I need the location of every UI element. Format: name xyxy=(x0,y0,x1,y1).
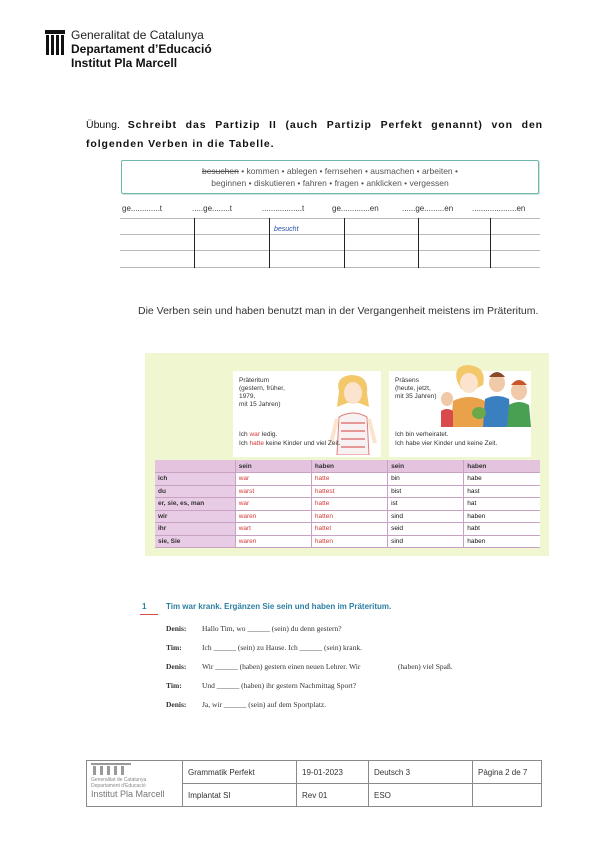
haben-praesens-cell: habe xyxy=(464,473,540,486)
dialogue-line xyxy=(166,624,342,633)
grid-divider xyxy=(194,218,195,268)
praeteritum-example-1 xyxy=(239,431,277,439)
conjugation-header-cell xyxy=(155,460,235,473)
pronoun-cell: sie, Sie xyxy=(155,535,235,548)
sein-praeteritum-cell: warst xyxy=(235,485,311,498)
haben-praesens-cell: hat xyxy=(464,498,540,511)
footer-logo-generalitat: Generalitat de Catalunya xyxy=(91,777,147,783)
sein-praeteritum-cell: war xyxy=(235,473,311,486)
footer-revision: Rev 01 xyxy=(297,784,369,807)
dialogue-line xyxy=(166,681,356,690)
footer-school: Implantat SI xyxy=(183,784,297,807)
conjugation-header-cell: sein xyxy=(388,460,464,473)
verb-list-line-1 xyxy=(122,165,538,177)
exercise-title: Tim war krank. Ergänzen Sie sein und haben im Präteritum. xyxy=(166,602,392,611)
grid-header-cell: ..................t xyxy=(262,204,305,213)
dialogue-text: Wir ______ (haben) gestern einen neuen Lehrer. Wir (haben) viel Spaß. xyxy=(202,662,453,671)
haben-praeteritum-cell: hatten xyxy=(311,510,387,523)
example-text: Ich xyxy=(239,440,250,447)
praeteritum-example-2 xyxy=(239,440,341,448)
grid-header-cell: ge.............en xyxy=(332,204,379,213)
conjugation-row xyxy=(155,523,540,536)
footer-logo-icon xyxy=(91,763,131,775)
participle-grid xyxy=(120,200,540,233)
instruction-prefix: Übung. xyxy=(86,119,120,131)
haben-praeteritum-cell: hattet xyxy=(311,523,387,536)
haben-praeteritum-cell: hatte xyxy=(311,473,387,486)
grid-header-cell: ......ge.........en xyxy=(402,204,454,213)
footer-logo-cell xyxy=(87,761,183,807)
sein-praeteritum-cell: war xyxy=(235,498,311,511)
sein-praesens-cell: sind xyxy=(388,535,464,548)
dialogue-line xyxy=(166,662,453,671)
footer-table xyxy=(86,760,542,807)
example-verb: hatte xyxy=(249,440,264,447)
haben-praesens-cell: haben xyxy=(464,535,540,548)
sein-praesens-cell: seid xyxy=(388,523,464,536)
dialogue-speaker: Tim: xyxy=(166,643,182,652)
exercise-number-underline xyxy=(140,614,158,615)
exercise-number: 1 xyxy=(142,602,147,611)
dialogue-speaker: Tim: xyxy=(166,681,182,690)
dialogue-text: Ja, wir ______ (sein) auf dem Sportplatz. xyxy=(202,700,327,709)
praesens-card-title: Präsens (heute, jetzt, mit 35 Jahren) xyxy=(395,377,437,400)
haben-praeteritum-cell: hattest xyxy=(311,485,387,498)
example-text: ledig. xyxy=(259,431,278,438)
conjugation-row xyxy=(155,498,540,511)
pronoun-cell: ich xyxy=(155,473,235,486)
info-sentence: Die Verben sein und haben benutzt man in der Vergangenheit meistens im Präteritum. xyxy=(138,305,539,317)
sein-praesens-cell: bist xyxy=(388,485,464,498)
haben-praeteritum-cell: hatten xyxy=(311,535,387,548)
example-text: keine Kinder und viel Zeit. xyxy=(263,440,341,447)
footer-date: 19-01-2023 xyxy=(297,761,369,784)
pronoun-cell: wir xyxy=(155,510,235,523)
dialogue-speaker: Denis: xyxy=(166,700,187,709)
pronoun-cell: ihr xyxy=(155,523,235,536)
sein-praeteritum-cell: wart xyxy=(235,523,311,536)
header-generalitat: Generalitat de Catalunya xyxy=(71,28,204,42)
grid-line xyxy=(120,250,540,251)
dialogue-line xyxy=(166,643,362,652)
example-text: Ich xyxy=(239,431,250,438)
footer-subject: Grammatik Perfekt xyxy=(183,761,297,784)
haben-praesens-cell: haben xyxy=(464,510,540,523)
grid-divider xyxy=(418,218,419,268)
footer-course: Deutsch 3 xyxy=(369,761,473,784)
instruction-text: Schreibt das Partizip II (auch Partizip Perfekt genannt) von den folgenden Verben in die Tabelle. xyxy=(86,119,543,150)
sein-praeteritum-cell: waren xyxy=(235,510,311,523)
footer-empty xyxy=(473,784,542,807)
sein-praesens-cell: sind xyxy=(388,510,464,523)
conjugation-row xyxy=(155,473,540,486)
grid-example-answer: besucht xyxy=(274,226,299,233)
dialogue-line xyxy=(166,700,326,709)
conjugation-header-row xyxy=(155,460,540,473)
footer-page: Pàgina 2 de 7 xyxy=(473,761,542,784)
conjugation-header-cell: haben xyxy=(464,460,540,473)
praesens-card xyxy=(389,371,531,457)
grid-header-cell: ge.............t xyxy=(122,204,163,213)
exercise-instruction xyxy=(86,116,543,154)
dialogue-speaker: Denis: xyxy=(166,624,187,633)
grid-header-cell: ....................en xyxy=(472,204,526,213)
dialogue-speaker: Denis: xyxy=(166,662,187,671)
header xyxy=(71,28,212,70)
conjugation-row xyxy=(155,535,540,548)
pronoun-cell: er, sie, es, man xyxy=(155,498,235,511)
verb-list-box xyxy=(121,160,539,194)
praeteritum-card xyxy=(233,371,381,457)
praeteritum-card-title: Präteritum (gestern, früher, 1979, mit 15 Jahren) xyxy=(239,377,285,408)
dialogue-text: Ich ______ (sein) zu Hause. Ich ______ (sein) krank. xyxy=(202,643,362,652)
praesens-example-1: Ich bin verheiratet. xyxy=(395,431,449,438)
dialogue-text: Hallo Tim, wo ______ (sein) du denn gestern? xyxy=(202,624,342,633)
grid-line xyxy=(120,218,540,219)
conjugation-table xyxy=(155,460,540,548)
sein-praesens-cell: ist xyxy=(388,498,464,511)
sein-praeteritum-cell: waren xyxy=(235,535,311,548)
haben-praesens-cell: hast xyxy=(464,485,540,498)
grid-divider xyxy=(490,218,491,268)
haben-praesens-cell: habt xyxy=(464,523,540,536)
verb-list-rest: • kommen • ablegen • fernsehen • ausmachen • arbeiten • xyxy=(241,166,459,176)
family-icon xyxy=(439,361,535,427)
grid-divider xyxy=(344,218,345,268)
conjugation-header-cell: sein xyxy=(235,460,311,473)
footer-level: ESO xyxy=(369,784,473,807)
haben-praeteritum-cell: hatte xyxy=(311,498,387,511)
header-department: Departament d’Educació xyxy=(71,42,212,56)
sein-praesens-cell: bin xyxy=(388,473,464,486)
generalitat-logo-icon xyxy=(45,30,65,56)
dialogue-text: Und ______ (haben) ihr gestern Nachmittag Sport? xyxy=(202,681,357,690)
conjugation-row xyxy=(155,485,540,498)
verb-example-struck: besuchen xyxy=(201,166,239,176)
footer-logo-school: Institut Pla Marcell xyxy=(91,789,165,799)
grid-line xyxy=(120,234,540,235)
footer-logo-department: Departament d'Educació xyxy=(91,783,146,789)
praesens-example-2: Ich habe vier Kinder und keine Zeit. xyxy=(395,440,498,447)
verb-list-line-2: beginnen • diskutieren • fahren • fragen • anklicken • vergessen xyxy=(211,178,449,188)
grid-header-cell: .....ge........t xyxy=(192,204,233,213)
participle-grid-header xyxy=(120,200,540,218)
praeteritum-illustration xyxy=(145,353,549,556)
conjugation-header-cell: haben xyxy=(311,460,387,473)
example-verb: war xyxy=(249,431,260,438)
conjugation-row xyxy=(155,510,540,523)
grid-line xyxy=(120,267,540,268)
grid-divider xyxy=(269,218,270,268)
pronoun-cell: du xyxy=(155,485,235,498)
header-school: Institut Pla Marcell xyxy=(71,56,178,70)
